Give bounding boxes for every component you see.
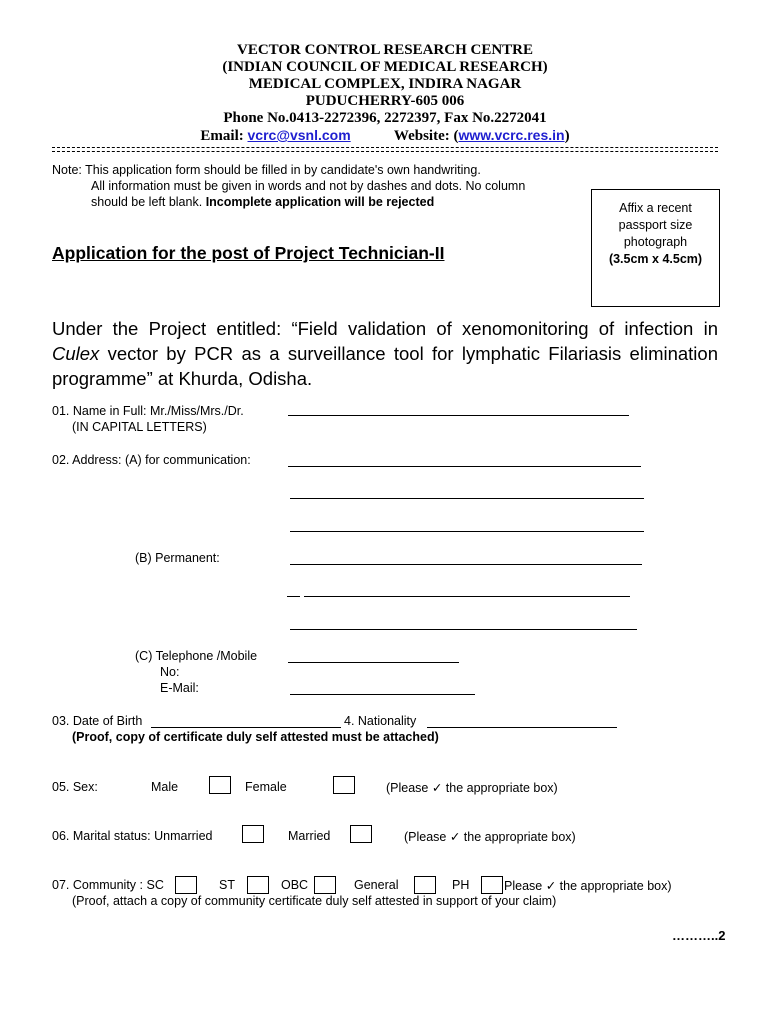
address-permanent-line3[interactable] bbox=[290, 629, 637, 630]
project-italic: Culex bbox=[52, 343, 100, 364]
note-warning: Incomplete application will be rejected bbox=[205, 195, 435, 209]
address-permanent-line2[interactable] bbox=[304, 596, 630, 597]
community-label: 07. Community : SC bbox=[52, 878, 164, 892]
obc-label: OBC bbox=[281, 878, 309, 892]
name-field[interactable] bbox=[288, 415, 629, 416]
general-label: General bbox=[354, 878, 399, 892]
website-paren-open: ( bbox=[453, 128, 459, 144]
unmarried-checkbox[interactable] bbox=[242, 825, 264, 843]
institute-name: VECTOR CONTROL RESEARCH CENTRE bbox=[236, 42, 534, 58]
contact-line bbox=[0, 127, 770, 145]
nationality-label: 4. Nationality bbox=[344, 714, 417, 728]
community-instruction: Please ✓ the appropriate box) bbox=[504, 879, 672, 893]
sex-instruction: (Please ✓ the appropriate box) bbox=[386, 781, 558, 795]
address-communication-line2[interactable] bbox=[290, 498, 644, 499]
note-line3 bbox=[91, 194, 631, 210]
ph-checkbox[interactable] bbox=[481, 876, 503, 894]
st-checkbox[interactable] bbox=[247, 876, 269, 894]
email-field-label: E-Mail: bbox=[160, 681, 199, 695]
address-permanent-dash bbox=[287, 596, 300, 597]
note-line2: All information must be given in words and not by dashes and dots. No column bbox=[91, 179, 526, 193]
address-communication-line3[interactable] bbox=[290, 531, 644, 532]
email-field[interactable] bbox=[290, 694, 475, 695]
dob-field[interactable] bbox=[151, 727, 341, 728]
address-communication-line1[interactable] bbox=[288, 466, 641, 467]
website-label: Website: bbox=[393, 128, 450, 144]
project-prefix: Under the Project entitled: “Field validation of xenomonitoring of infection in bbox=[52, 318, 718, 339]
marital-instruction: (Please ✓ the appropriate box) bbox=[404, 830, 576, 844]
marital-label: 06. Marital status: Unmarried bbox=[52, 829, 213, 843]
nationality-field[interactable] bbox=[427, 727, 617, 728]
photo-box-line2: passport size bbox=[618, 218, 693, 232]
header-divider-2 bbox=[52, 151, 718, 152]
telephone-label: (C) Telephone /Mobile bbox=[135, 649, 258, 663]
council-name: (INDIAN COUNCIL OF MEDICAL RESEARCH) bbox=[222, 59, 548, 75]
general-checkbox[interactable] bbox=[414, 876, 436, 894]
institute-address-line2: PUDUCHERRY-605 006 bbox=[305, 93, 465, 109]
male-checkbox[interactable] bbox=[209, 776, 231, 794]
female-checkbox[interactable] bbox=[333, 776, 355, 794]
project-description bbox=[52, 316, 718, 391]
male-label: Male bbox=[151, 780, 179, 794]
ph-label: PH bbox=[452, 878, 470, 892]
note-line1: Note: This application form should be filled in by candidate's own handwriting. bbox=[52, 163, 481, 177]
married-checkbox[interactable] bbox=[350, 825, 372, 843]
sc-checkbox[interactable] bbox=[175, 876, 197, 894]
telephone-field[interactable] bbox=[288, 662, 459, 663]
name-label: 01. Name in Full: Mr./Miss/Mrs./Dr. bbox=[52, 404, 244, 418]
telephone-no-label: No: bbox=[160, 665, 180, 679]
photo-box-size: (3.5cm x 4.5cm) bbox=[608, 252, 703, 266]
note-line3-plain: should be left blank. bbox=[91, 195, 203, 209]
obc-checkbox[interactable] bbox=[314, 876, 336, 894]
institute-address-line1: MEDICAL COMPLEX, INDIRA NAGAR bbox=[248, 76, 522, 92]
community-proof-note: (Proof, attach a copy of community certificate duly self attested in support of your claim) bbox=[72, 894, 557, 908]
address-label: 02. Address: (A) for communication: bbox=[52, 453, 251, 467]
website-paren-close: ) bbox=[564, 128, 570, 144]
dob-label: 03. Date of Birth bbox=[52, 714, 143, 728]
photo-box-line1: Affix a recent bbox=[619, 201, 692, 215]
page-continuation: ………..2 bbox=[672, 928, 726, 943]
permanent-label: (B) Permanent: bbox=[135, 551, 220, 565]
married-label: Married bbox=[288, 829, 331, 843]
website-link[interactable]: www.vcrc.res.in bbox=[458, 127, 565, 143]
name-sublabel: (IN CAPITAL LETTERS) bbox=[72, 420, 207, 434]
sex-label: 05. Sex: bbox=[52, 780, 98, 794]
project-suffix: vector by PCR as a surveillance tool for lymphatic Filariasis elimination programme” at Khurda, Odisha. bbox=[52, 343, 718, 389]
phone-fax-line: Phone No.0413-2272396, 2272397, Fax No.2272041 bbox=[223, 110, 547, 126]
post-title: Application for the post of Project Technician-II bbox=[52, 243, 445, 263]
address-permanent-line1[interactable] bbox=[290, 564, 642, 565]
photo-box-line3: photograph bbox=[623, 235, 688, 249]
st-label: ST bbox=[219, 878, 235, 892]
header-divider bbox=[52, 147, 718, 148]
dob-proof-note: (Proof, copy of certificate duly self attested must be attached) bbox=[72, 730, 439, 744]
email-label: Email: bbox=[200, 128, 244, 144]
female-label: Female bbox=[245, 780, 287, 794]
photo-box[interactable] bbox=[591, 189, 720, 307]
email-link[interactable]: vcrc@vsnl.com bbox=[247, 127, 351, 143]
